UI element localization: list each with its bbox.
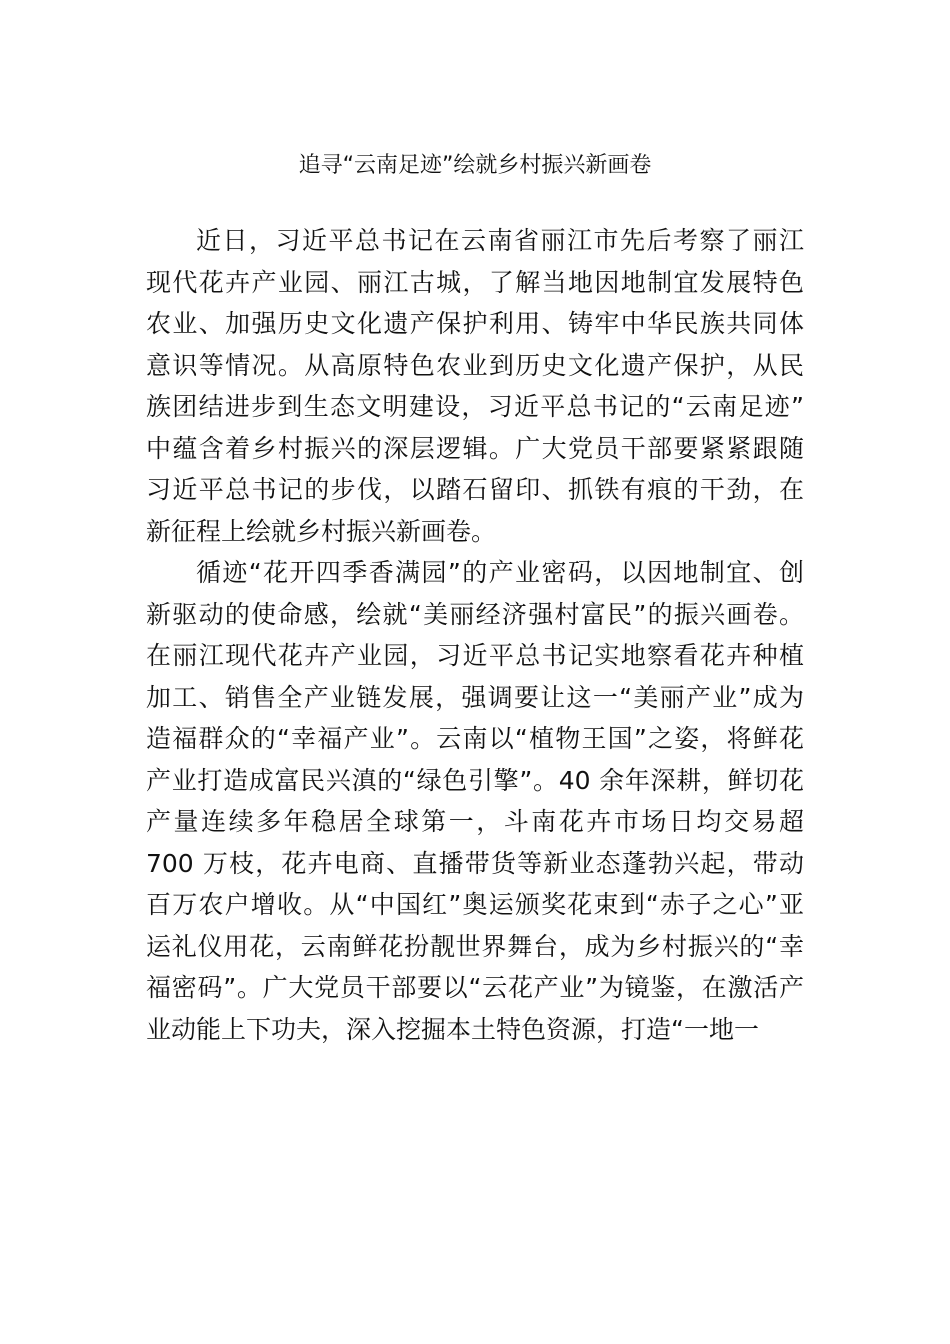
paragraph-1-line-2: 现代花卉产业园、丽江古城，了解当地因地制宜发展特色	[146, 267, 804, 297]
paragraph-1-line-7: 习近平总书记的步伐，以踏石留印、抓铁有痕的干劲，在	[146, 475, 804, 504]
paragraph-2-line-7: 产量连续多年稳居全球第一，斗南花卉市场日均交易超	[146, 807, 804, 836]
paragraph-2-line-9: 百万农户增收。从“中国红”奥运颁奖花束到“赤子之心”亚	[146, 890, 804, 919]
paragraph-2-line-2: 新驱动的使命感，绘就“美丽经济强村富民”的振兴画卷。	[146, 599, 804, 629]
paragraph-2-line-5: 造福群众的“幸福产业”。云南以“植物王国”之姿，将鲜花	[146, 724, 804, 753]
document-title: 追寻“云南足迹”绘就乡村振兴新画卷	[298, 153, 652, 178]
paragraph-2-line-4: 加工、销售全产业链发展，强调要让这一“美丽产业”成为	[146, 682, 804, 712]
paragraph-1-line-3: 农业、加强历史文化遗产保护利用、铸牢中华民族共同体	[146, 309, 804, 338]
paragraph-2-line-1: 循迹“花开四季香满园”的产业密码，以因地制宜、创	[196, 558, 804, 587]
paragraph-2-line-3: 在丽江现代花卉产业园，习近平总书记实地察看花卉种植	[146, 641, 804, 670]
paragraph-1-line-4: 意识等情况。从高原特色农业到历史文化遗产保护，从民	[146, 350, 804, 380]
paragraph-1-line-6: 中蕴含着乡村振兴的深层逻辑。广大党员干部要紧紧跟随	[146, 433, 804, 463]
paragraph-1-line-5: 族团结进步到生态文明建设，习近平总书记的“云南足迹”	[146, 392, 804, 421]
paragraph-2-line-10: 运礼仪用花，云南鲜花扮靓世界舞台，成为乡村振兴的“幸	[146, 931, 804, 961]
paragraph-2-line-12: 业动能上下功夫，深入挖掘本土特色资源，打造“一地一	[146, 1014, 759, 1044]
document-body	[146, 220, 804, 1050]
paragraph-2-line-8: 700 万枝，花卉电商、直播带货等新业态蓬勃兴起，带动	[146, 848, 804, 878]
paragraph-1-line-1: 近日，习近平总书记在云南省丽江市先后考察了丽江	[196, 226, 804, 255]
paragraph-2-line-6: 产业打造成富民兴滇的“绿色引擎”。40 余年深耕，鲜切花	[146, 765, 804, 795]
paragraph-1-line-8: 新征程上绘就乡村振兴新画卷。	[146, 516, 497, 546]
paragraph-2-line-11: 福密码”。广大党员干部要以“云花产业”为镜鉴，在激活产	[146, 973, 804, 1002]
